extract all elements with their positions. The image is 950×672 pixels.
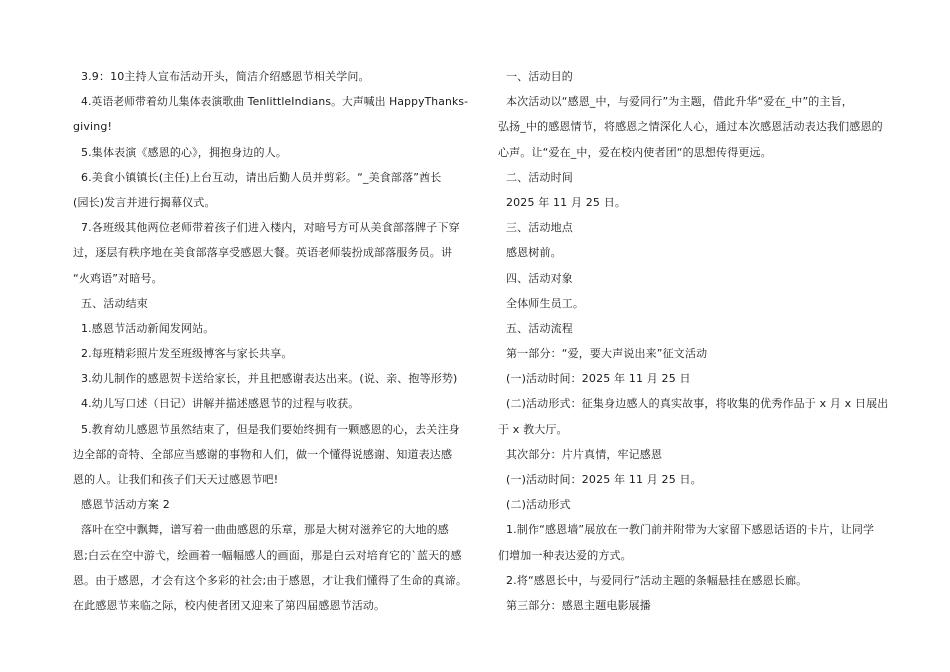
text-line: 恩的人。让我们和孩子们天天过感恩节吧! [73,473,279,486]
text-line: 边全部的奇特、全部应当感谢的事物和人们，做一个懂得说感谢、知道表达感 [73,447,453,461]
text-line: 7.各班级其他两位老师带着孩子们进入楼内，对暗号方可从美食部落牌子下穿 [81,221,460,235]
text-line: 五、活动结束 [81,296,148,310]
text-line: 第一部分：“爱，要大声说出来”征文活动 [506,347,708,361]
text-line: 感恩节活动方案 2 [81,498,170,512]
text-line: 本次活动以“感恩_中，与爱同行”为主题，借此升华“爱在_中”的主旨， [506,95,853,109]
text-line: (一)活动时间：2025 年 11 月 25 日 [506,372,691,386]
text-line: 第三部分：感恩主题电影展播 [506,598,651,612]
text-line: 于 x 教大厅。 [498,422,568,436]
text-line: “火鸡语”对暗号。 [73,271,163,285]
text-line: 弘扬_中的感恩情节，将感恩之情深化人心，通过本次感恩活动表达我们感恩的 [498,120,883,134]
text-line: 2025 年 11 月 25 日。 [506,195,627,209]
text-line: 5.教育幼儿感恩节虽然结束了，但是我们要始终拥有一颗感恩的心，去关注身 [81,422,460,436]
text-line: 全体师生员工。 [506,296,585,310]
text-line: 1.制作“感恩墙”展放在一教门前并附带为大家留下感恩话语的卡片，让同学 [506,523,875,537]
text-line: (二)活动形式：征集身边感人的真实故事，将收集的优秀作品于 x 月 x 日展出 [506,397,889,411]
text-line: 二、活动时间 [506,170,573,184]
text-line: 3.9：10主持人宣布活动开头，简洁介绍感恩节相关学问。 [81,70,370,83]
text-line: 2.每班精彩照片发至班级博客与家长共享。 [81,347,293,361]
text-line: 们增加一种表达爱的方式。 [498,548,632,562]
text-line: 心声。让“爱在_中，爱在校内使者团“的思想传得更远。 [498,145,772,159]
text-line: 2.将“感恩长中，与爱同行”活动主题的条幅悬挂在感恩长廊。 [506,573,808,587]
text-line: 三、活动地点 [506,221,573,235]
text-line: 恩;白云在空中游弋，绘画着一幅幅感人的画面，那是白云对培育它的`蓝天的感 [73,548,462,562]
text-line: 感恩树前。 [506,246,562,260]
text-line: 6.美食小镇镇长(主任)上台互动，请出后勤人员并剪彩。“_美食部落”酋长 [81,170,442,184]
text-line: (二)活动形式 [506,498,571,512]
text-line: (一)活动时间：2025 年 11 月 25 日。 [506,473,702,486]
text-line: 其次部分：片片真情，牢记感恩 [506,447,663,461]
text-line: 4.幼儿写口述（日记）讲解并描述感恩节的过程与收获。 [81,397,360,411]
text-line: 一、活动目的 [506,70,573,83]
text-line: 四、活动对象 [506,271,573,285]
text-line: 落叶在空中飘舞，谱写着一曲曲感恩的乐章，那是大树对滋养它的大地的感 [81,523,449,537]
text-line: 恩。由于感恩，才会有这个多彩的社会;由于感恩，才让我们懂得了生命的真谛。 [73,573,468,587]
text-line: 4.英语老师带着幼儿集体表演歌曲 TenlittleIndians。大声喊出 HappyThanks- [81,95,469,109]
text-line: 5.集体表演《感恩的心》，拥抱身边的人。 [81,145,287,159]
text-line: giving! [73,120,113,134]
left-column [73,64,471,618]
text-line: 在此感恩节来临之际，校内使者团又迎来了第四届感恩节活动。 [73,598,386,612]
text-line: 3.幼儿制作的感恩贺卡送给家长，并且把感谢表达出来。(说、亲、抱等形势) [81,372,458,386]
text-line: 过，逐层有秩序地在美食部落享受感恩大餐。英语老师装扮成部落服务员。讲 [73,246,453,260]
right-column [498,64,896,618]
text-line: (园长)发言并进行揭幕仪式。 [73,195,216,209]
text-line: 1.感恩节活动新闻发网站。 [81,321,215,335]
text-line: 五、活动流程 [506,321,573,335]
